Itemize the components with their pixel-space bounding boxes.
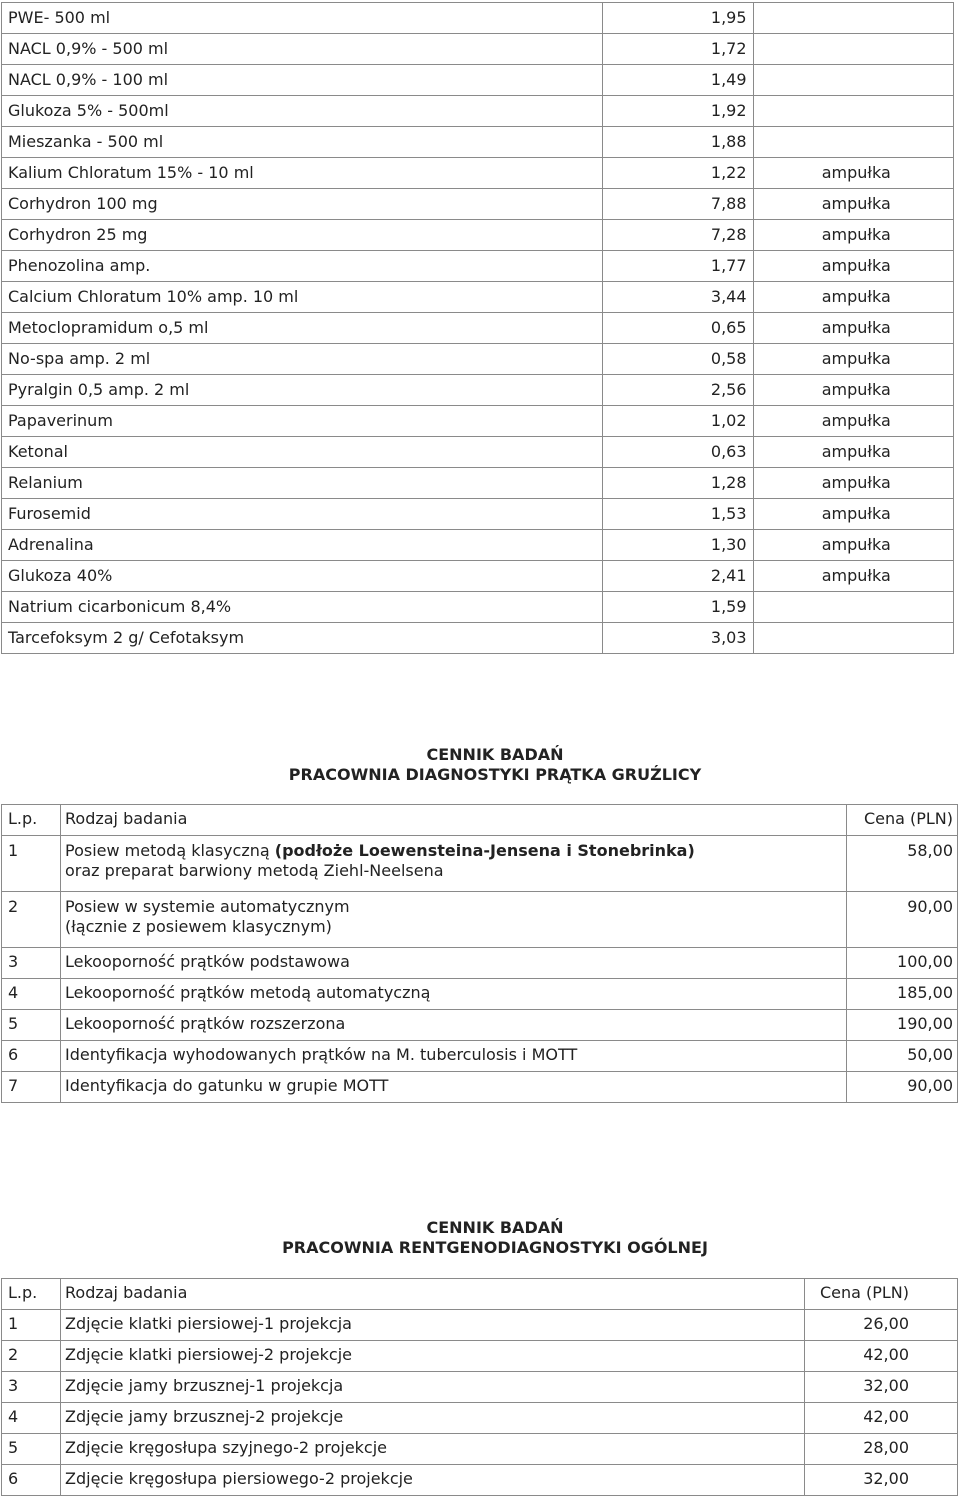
table-row (2, 948, 958, 979)
row-price: 32,00 (805, 1372, 958, 1403)
table-row (2, 979, 958, 1010)
row-desc (61, 836, 847, 892)
row-lp: 4 (2, 979, 61, 1010)
row-price: 190,00 (847, 1010, 958, 1041)
row-lp: 7 (2, 1072, 61, 1103)
drug-name: Mieszanka - 500 ml (2, 127, 603, 158)
drug-unit (753, 96, 953, 127)
drug-name: NACL 0,9% - 100 ml (2, 65, 603, 96)
drug-price: 2,56 (602, 375, 753, 406)
tb-table-body (2, 948, 958, 1103)
drug-name: Calcium Chloratum 10% amp. 10 ml (2, 282, 603, 313)
table-row (2, 468, 954, 499)
xray-section-title: CENNIK BADAŃ (426, 1218, 564, 1237)
row-lp: 2 (2, 1341, 61, 1372)
drug-unit: ampułka (753, 468, 953, 499)
drug-price: 0,65 (602, 313, 753, 344)
drug-name: Furosemid (2, 499, 603, 530)
row-desc: Zdjęcie jamy brzusznej-2 projekcje (61, 1403, 805, 1434)
table-row (2, 836, 958, 892)
row-lp: 6 (2, 1465, 61, 1496)
table-row (2, 220, 954, 251)
row-desc: Zdjęcie jamy brzusznej-1 projekcja (61, 1372, 805, 1403)
xray-section-heading (0, 1218, 960, 1258)
row-lp: 2 (2, 892, 61, 948)
row-price: 32,00 (805, 1465, 958, 1496)
drug-price: 1,72 (602, 34, 753, 65)
table-row (2, 158, 954, 189)
drug-name: Tarcefoksym 2 g/ Cefotaksym (2, 623, 603, 654)
table-row (2, 499, 954, 530)
table-row (2, 65, 954, 96)
table-row (2, 1372, 958, 1403)
row-price: 42,00 (805, 1403, 958, 1434)
drug-name: Kalium Chloratum 15% - 10 ml (2, 158, 603, 189)
table-row (2, 282, 954, 313)
row-price: 100,00 (847, 948, 958, 979)
row-price: 42,00 (805, 1341, 958, 1372)
row-desc: Lekooporność prątków metodą automatyczną (61, 979, 847, 1010)
drug-price: 1,53 (602, 499, 753, 530)
drug-name: Corhydron 100 mg (2, 189, 603, 220)
table-row (2, 1072, 958, 1103)
drug-name: No-spa amp. 2 ml (2, 344, 603, 375)
drug-name: PWE- 500 ml (2, 3, 603, 34)
table-row (2, 344, 954, 375)
drug-name: Pyralgin 0,5 amp. 2 ml (2, 375, 603, 406)
drug-price: 7,88 (602, 189, 753, 220)
row-price: 58,00 (847, 836, 958, 892)
row-price: 90,00 (847, 1072, 958, 1103)
drug-unit: ampułka (753, 437, 953, 468)
row-desc-line2: oraz preparat barwiony metodą Ziehl-Neelsena (65, 861, 444, 880)
row-lp: 3 (2, 1372, 61, 1403)
row-desc: Lekooporność prątków podstawowa (61, 948, 847, 979)
drug-price: 3,44 (602, 282, 753, 313)
xray-table-body (2, 1310, 958, 1496)
drug-unit: ampułka (753, 282, 953, 313)
header-price: Cena (PLN) (847, 805, 958, 836)
drug-price: 3,03 (602, 623, 753, 654)
row-lp: 5 (2, 1010, 61, 1041)
header-lp: L.p. (2, 1279, 61, 1310)
drug-unit (753, 65, 953, 96)
drug-price: 2,41 (602, 561, 753, 592)
drug-name: Relanium (2, 468, 603, 499)
drug-unit (753, 127, 953, 158)
table-row (2, 96, 954, 127)
drug-table-body (2, 3, 954, 654)
table-row (2, 1465, 958, 1496)
drug-name: Metoclopramidum o,5 ml (2, 313, 603, 344)
row-desc-text: Posiew metodą klasyczną (65, 841, 275, 860)
drug-price: 1,95 (602, 3, 753, 34)
row-price: 26,00 (805, 1310, 958, 1341)
table-row (2, 592, 954, 623)
table-header-row (2, 805, 958, 836)
table-row (2, 1341, 958, 1372)
drug-price: 1,88 (602, 127, 753, 158)
drug-unit: ampułka (753, 344, 953, 375)
tb-section-title: CENNIK BADAŃ (426, 745, 564, 764)
drug-price: 1,77 (602, 251, 753, 282)
table-row (2, 892, 958, 948)
table-row (2, 406, 954, 437)
drug-name: NACL 0,9% - 500 ml (2, 34, 603, 65)
drug-price: 0,63 (602, 437, 753, 468)
drug-name: Corhydron 25 mg (2, 220, 603, 251)
drug-price: 1,59 (602, 592, 753, 623)
drug-name: Glukoza 5% - 500ml (2, 96, 603, 127)
tb-section-heading (0, 745, 960, 785)
drug-unit: ampułka (753, 158, 953, 189)
row-desc (61, 892, 847, 948)
drug-price: 1,02 (602, 406, 753, 437)
drug-unit (753, 34, 953, 65)
drug-price-table (1, 2, 954, 654)
header-price: Cena (PLN) (805, 1279, 958, 1310)
drug-name: Natrium cicarbonicum 8,4% (2, 592, 603, 623)
table-row (2, 313, 954, 344)
table-row (2, 251, 954, 282)
row-lp: 1 (2, 836, 61, 892)
table-row (2, 375, 954, 406)
row-lp: 4 (2, 1403, 61, 1434)
row-price: 50,00 (847, 1041, 958, 1072)
drug-name: Phenozolina amp. (2, 251, 603, 282)
header-desc: Rodzaj badania (61, 1279, 805, 1310)
row-desc: Identyfikacja wyhodowanych prątków na M. tuberculosis i MOTT (61, 1041, 847, 1072)
xray-section-subtitle: PRACOWNIA RENTGENODIAGNOSTYKI OGÓLNEJ (282, 1238, 708, 1257)
drug-name: Glukoza 40% (2, 561, 603, 592)
row-desc-line1: Posiew w systemie automatycznym (65, 897, 350, 916)
table-row (2, 1403, 958, 1434)
drug-unit (753, 3, 953, 34)
table-row (2, 530, 954, 561)
drug-unit: ampułka (753, 561, 953, 592)
row-lp: 6 (2, 1041, 61, 1072)
drug-name: Adrenalina (2, 530, 603, 561)
table-row (2, 189, 954, 220)
tb-test-table (1, 804, 958, 1103)
drug-price: 1,28 (602, 468, 753, 499)
drug-unit (753, 592, 953, 623)
drug-unit (753, 623, 953, 654)
row-lp: 3 (2, 948, 61, 979)
table-row (2, 561, 954, 592)
table-row (2, 1010, 958, 1041)
drug-unit: ampułka (753, 313, 953, 344)
row-desc: Zdjęcie klatki piersiowej-2 projekcje (61, 1341, 805, 1372)
table-row (2, 623, 954, 654)
drug-price: 1,49 (602, 65, 753, 96)
drug-price: 7,28 (602, 220, 753, 251)
drug-unit: ampułka (753, 530, 953, 561)
table-row (2, 1041, 958, 1072)
xray-test-table (1, 1278, 958, 1496)
table-row (2, 127, 954, 158)
drug-unit: ampułka (753, 375, 953, 406)
row-price: 185,00 (847, 979, 958, 1010)
row-lp: 5 (2, 1434, 61, 1465)
drug-name: Ketonal (2, 437, 603, 468)
row-price: 28,00 (805, 1434, 958, 1465)
header-desc: Rodzaj badania (61, 805, 847, 836)
row-desc: Lekooporność prątków rozszerzona (61, 1010, 847, 1041)
table-row (2, 1310, 958, 1341)
row-price: 90,00 (847, 892, 958, 948)
table-header-row (2, 1279, 958, 1310)
drug-unit: ampułka (753, 406, 953, 437)
tb-section-subtitle: PRACOWNIA DIAGNOSTYKI PRĄTKA GRUŹLICY (288, 765, 702, 784)
drug-price: 1,22 (602, 158, 753, 189)
table-row (2, 34, 954, 65)
drug-price: 0,58 (602, 344, 753, 375)
row-desc: Zdjęcie kręgosłupa piersiowego-2 projekcje (61, 1465, 805, 1496)
drug-unit: ampułka (753, 220, 953, 251)
table-row (2, 3, 954, 34)
drug-unit: ampułka (753, 251, 953, 282)
drug-price: 1,30 (602, 530, 753, 561)
header-lp: L.p. (2, 805, 61, 836)
row-desc: Identyfikacja do gatunku w grupie MOTT (61, 1072, 847, 1103)
table-row (2, 1434, 958, 1465)
row-desc-bold: (podłoże Loewensteina-Jensena i Stonebrinka) (274, 841, 695, 860)
row-desc: Zdjęcie kręgosłupa szyjnego-2 projekcje (61, 1434, 805, 1465)
row-lp: 1 (2, 1310, 61, 1341)
drug-name: Papaverinum (2, 406, 603, 437)
drug-price: 1,92 (602, 96, 753, 127)
row-desc: Zdjęcie klatki piersiowej-1 projekcja (61, 1310, 805, 1341)
table-row (2, 437, 954, 468)
row-desc-line2: (łącznie z posiewem klasycznym) (65, 917, 332, 936)
drug-unit: ampułka (753, 189, 953, 220)
drug-unit: ampułka (753, 499, 953, 530)
